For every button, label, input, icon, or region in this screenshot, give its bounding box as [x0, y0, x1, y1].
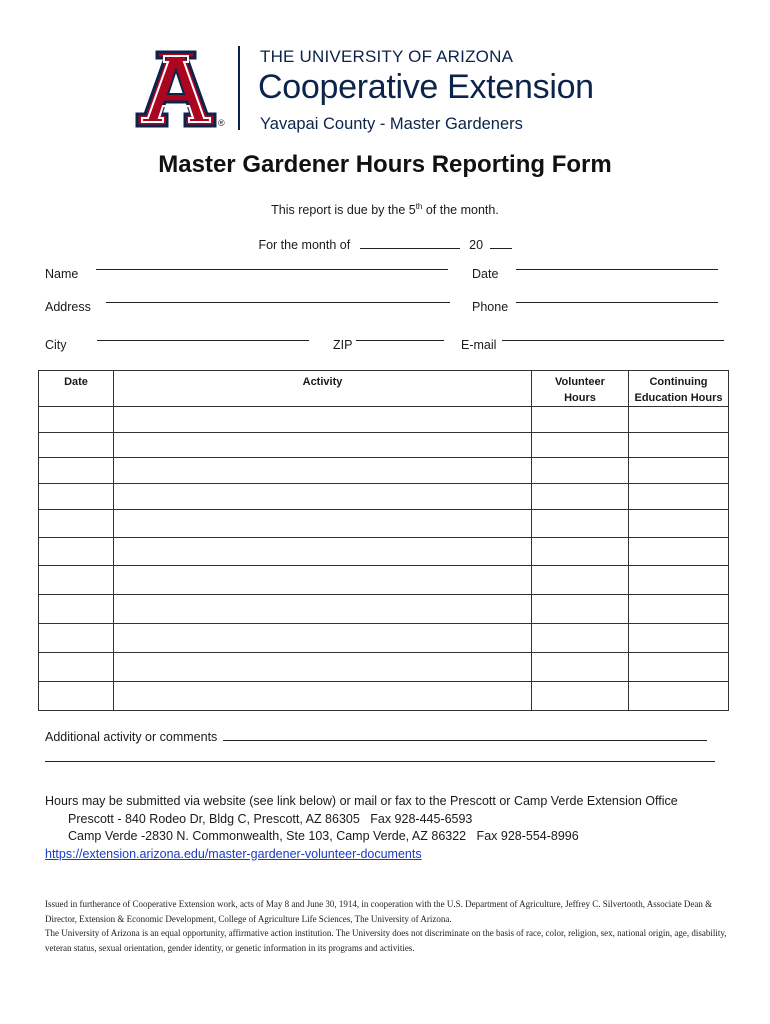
- column-header-activity: Activity: [114, 371, 532, 407]
- ce-hours-cell[interactable]: [629, 407, 729, 433]
- table-row: [39, 624, 729, 653]
- email-field[interactable]: [502, 339, 724, 341]
- comments-field-line-2[interactable]: [45, 760, 715, 762]
- address-label: Address: [45, 300, 91, 314]
- table-row: [39, 653, 729, 682]
- due-note: This report is due by the 5th of the month.: [271, 202, 499, 218]
- documents-link[interactable]: https://extension.arizona.edu/master-gardener-volunteer-documents: [45, 846, 422, 861]
- column-header-date: Date: [39, 371, 114, 407]
- date-label: Date: [472, 267, 499, 281]
- comments-field[interactable]: [223, 728, 707, 741]
- activity-cell[interactable]: [114, 595, 532, 624]
- date-cell[interactable]: [39, 407, 114, 433]
- phone-label: Phone: [472, 300, 509, 314]
- city-field[interactable]: [97, 339, 309, 341]
- date-cell[interactable]: [39, 595, 114, 624]
- table-row: [39, 538, 729, 566]
- email-label: E-mail: [461, 338, 497, 352]
- legal-footer: [45, 897, 735, 955]
- form-title: Master Gardener Hours Reporting Form: [158, 151, 612, 178]
- activity-cell[interactable]: [114, 433, 532, 458]
- submit-instructions: [45, 793, 678, 863]
- activity-cell[interactable]: [114, 624, 532, 653]
- block-a-logo-icon: [135, 50, 217, 128]
- ce-hours-cell[interactable]: [629, 458, 729, 484]
- submit-intro: Hours may be submitted via website (see link below) or mail or fax to the Prescott or Camp Verde Extension Office: [45, 794, 678, 808]
- prescott-office: Prescott - 840 Rodeo Dr, Bldg C, Prescott, AZ 86305 Fax 928-445-6593: [68, 811, 473, 826]
- registered-mark: ®: [218, 118, 225, 128]
- ce-hours-cell[interactable]: [629, 653, 729, 682]
- ce-hours-cell[interactable]: [629, 566, 729, 595]
- volunteer-hours-cell[interactable]: [532, 566, 629, 595]
- name-label: Name: [45, 267, 79, 281]
- activity-cell[interactable]: [114, 484, 532, 510]
- volunteer-hours-cell[interactable]: [532, 653, 629, 682]
- date-cell[interactable]: [39, 458, 114, 484]
- year-field[interactable]: [490, 236, 512, 249]
- date-cell[interactable]: [39, 566, 114, 595]
- ce-hours-cell[interactable]: [629, 595, 729, 624]
- name-field[interactable]: [96, 268, 448, 270]
- date-cell[interactable]: [39, 538, 114, 566]
- ce-hours-cell[interactable]: [629, 624, 729, 653]
- date-cell[interactable]: [39, 624, 114, 653]
- month-field[interactable]: [360, 236, 460, 249]
- activity-cell[interactable]: [114, 510, 532, 538]
- table-row: [39, 407, 729, 433]
- phone-field[interactable]: [516, 301, 718, 303]
- activity-cell[interactable]: [114, 682, 532, 711]
- footer-line-2: The University of Arizona is an equal opportunity, affirmative action institution. The University does not discriminate on the basis of race, color, religion, sex, national origin, age, disability, veteran status, sexual orientation, gender identity, or genetic information in its programs and activities.: [45, 928, 727, 953]
- table-row: [39, 458, 729, 484]
- volunteer-hours-cell[interactable]: [532, 407, 629, 433]
- date-cell[interactable]: [39, 653, 114, 682]
- year-label: 20: [469, 238, 484, 252]
- date-cell[interactable]: [39, 433, 114, 458]
- date-field[interactable]: [516, 268, 718, 270]
- ce-hours-cell[interactable]: [629, 538, 729, 566]
- hours-table: [38, 370, 729, 711]
- zip-field[interactable]: [356, 339, 444, 341]
- ce-hours-cell[interactable]: [629, 433, 729, 458]
- footer-line-1: Issued in furtherance of Cooperative Extension work, acts of May 8 and June 30, 1914, in cooperation with the U.S. Department of Agriculture, Jeffrey C. Silvertooth, Associate Dean & Director, Extension & Economic Development, College of Agriculture Life Sciences, The University of Arizona.: [45, 899, 713, 924]
- date-cell[interactable]: [39, 484, 114, 510]
- ce-hours-cell[interactable]: [629, 682, 729, 711]
- program-name: Cooperative Extension: [258, 68, 594, 106]
- volunteer-hours-cell[interactable]: [532, 595, 629, 624]
- table-row: [39, 510, 729, 538]
- activity-cell[interactable]: [114, 458, 532, 484]
- logo-divider: [238, 46, 240, 130]
- table-row: [39, 682, 729, 711]
- zip-label: ZIP: [333, 338, 353, 352]
- volunteer-hours-cell[interactable]: [532, 458, 629, 484]
- table-row: [39, 566, 729, 595]
- camp-verde-office: Camp Verde -2830 N. Commonwealth, Ste 103, Camp Verde, AZ 86322 Fax 928-554-8996: [68, 829, 579, 843]
- table-row: [39, 595, 729, 624]
- volunteer-hours-cell[interactable]: [532, 510, 629, 538]
- activity-cell[interactable]: [114, 653, 532, 682]
- activity-cell[interactable]: [114, 566, 532, 595]
- activity-cell[interactable]: [114, 407, 532, 433]
- table-row: [39, 484, 729, 510]
- comments-label: Additional activity or comments: [45, 728, 707, 744]
- date-cell[interactable]: [39, 510, 114, 538]
- city-label: City: [45, 338, 67, 352]
- activity-cell[interactable]: [114, 538, 532, 566]
- month-label: For the month of: [258, 238, 351, 252]
- volunteer-hours-cell[interactable]: [532, 682, 629, 711]
- volunteer-hours-cell[interactable]: [532, 484, 629, 510]
- column-header-ce-hours: Continuing Education Hours: [629, 371, 729, 407]
- volunteer-hours-cell[interactable]: [532, 624, 629, 653]
- university-name: THE UNIVERSITY OF ARIZONA: [260, 47, 514, 66]
- volunteer-hours-cell[interactable]: [532, 433, 629, 458]
- table-header-row: [39, 371, 729, 407]
- county-name: Yavapai County - Master Gardeners: [260, 115, 523, 133]
- address-field[interactable]: [106, 301, 450, 303]
- ce-hours-cell[interactable]: [629, 484, 729, 510]
- month-line: [0, 236, 770, 252]
- volunteer-hours-cell[interactable]: [532, 538, 629, 566]
- table-row: [39, 433, 729, 458]
- ce-hours-cell[interactable]: [629, 510, 729, 538]
- date-cell[interactable]: [39, 682, 114, 711]
- column-header-volunteer-hours: Volunteer Hours: [532, 371, 629, 407]
